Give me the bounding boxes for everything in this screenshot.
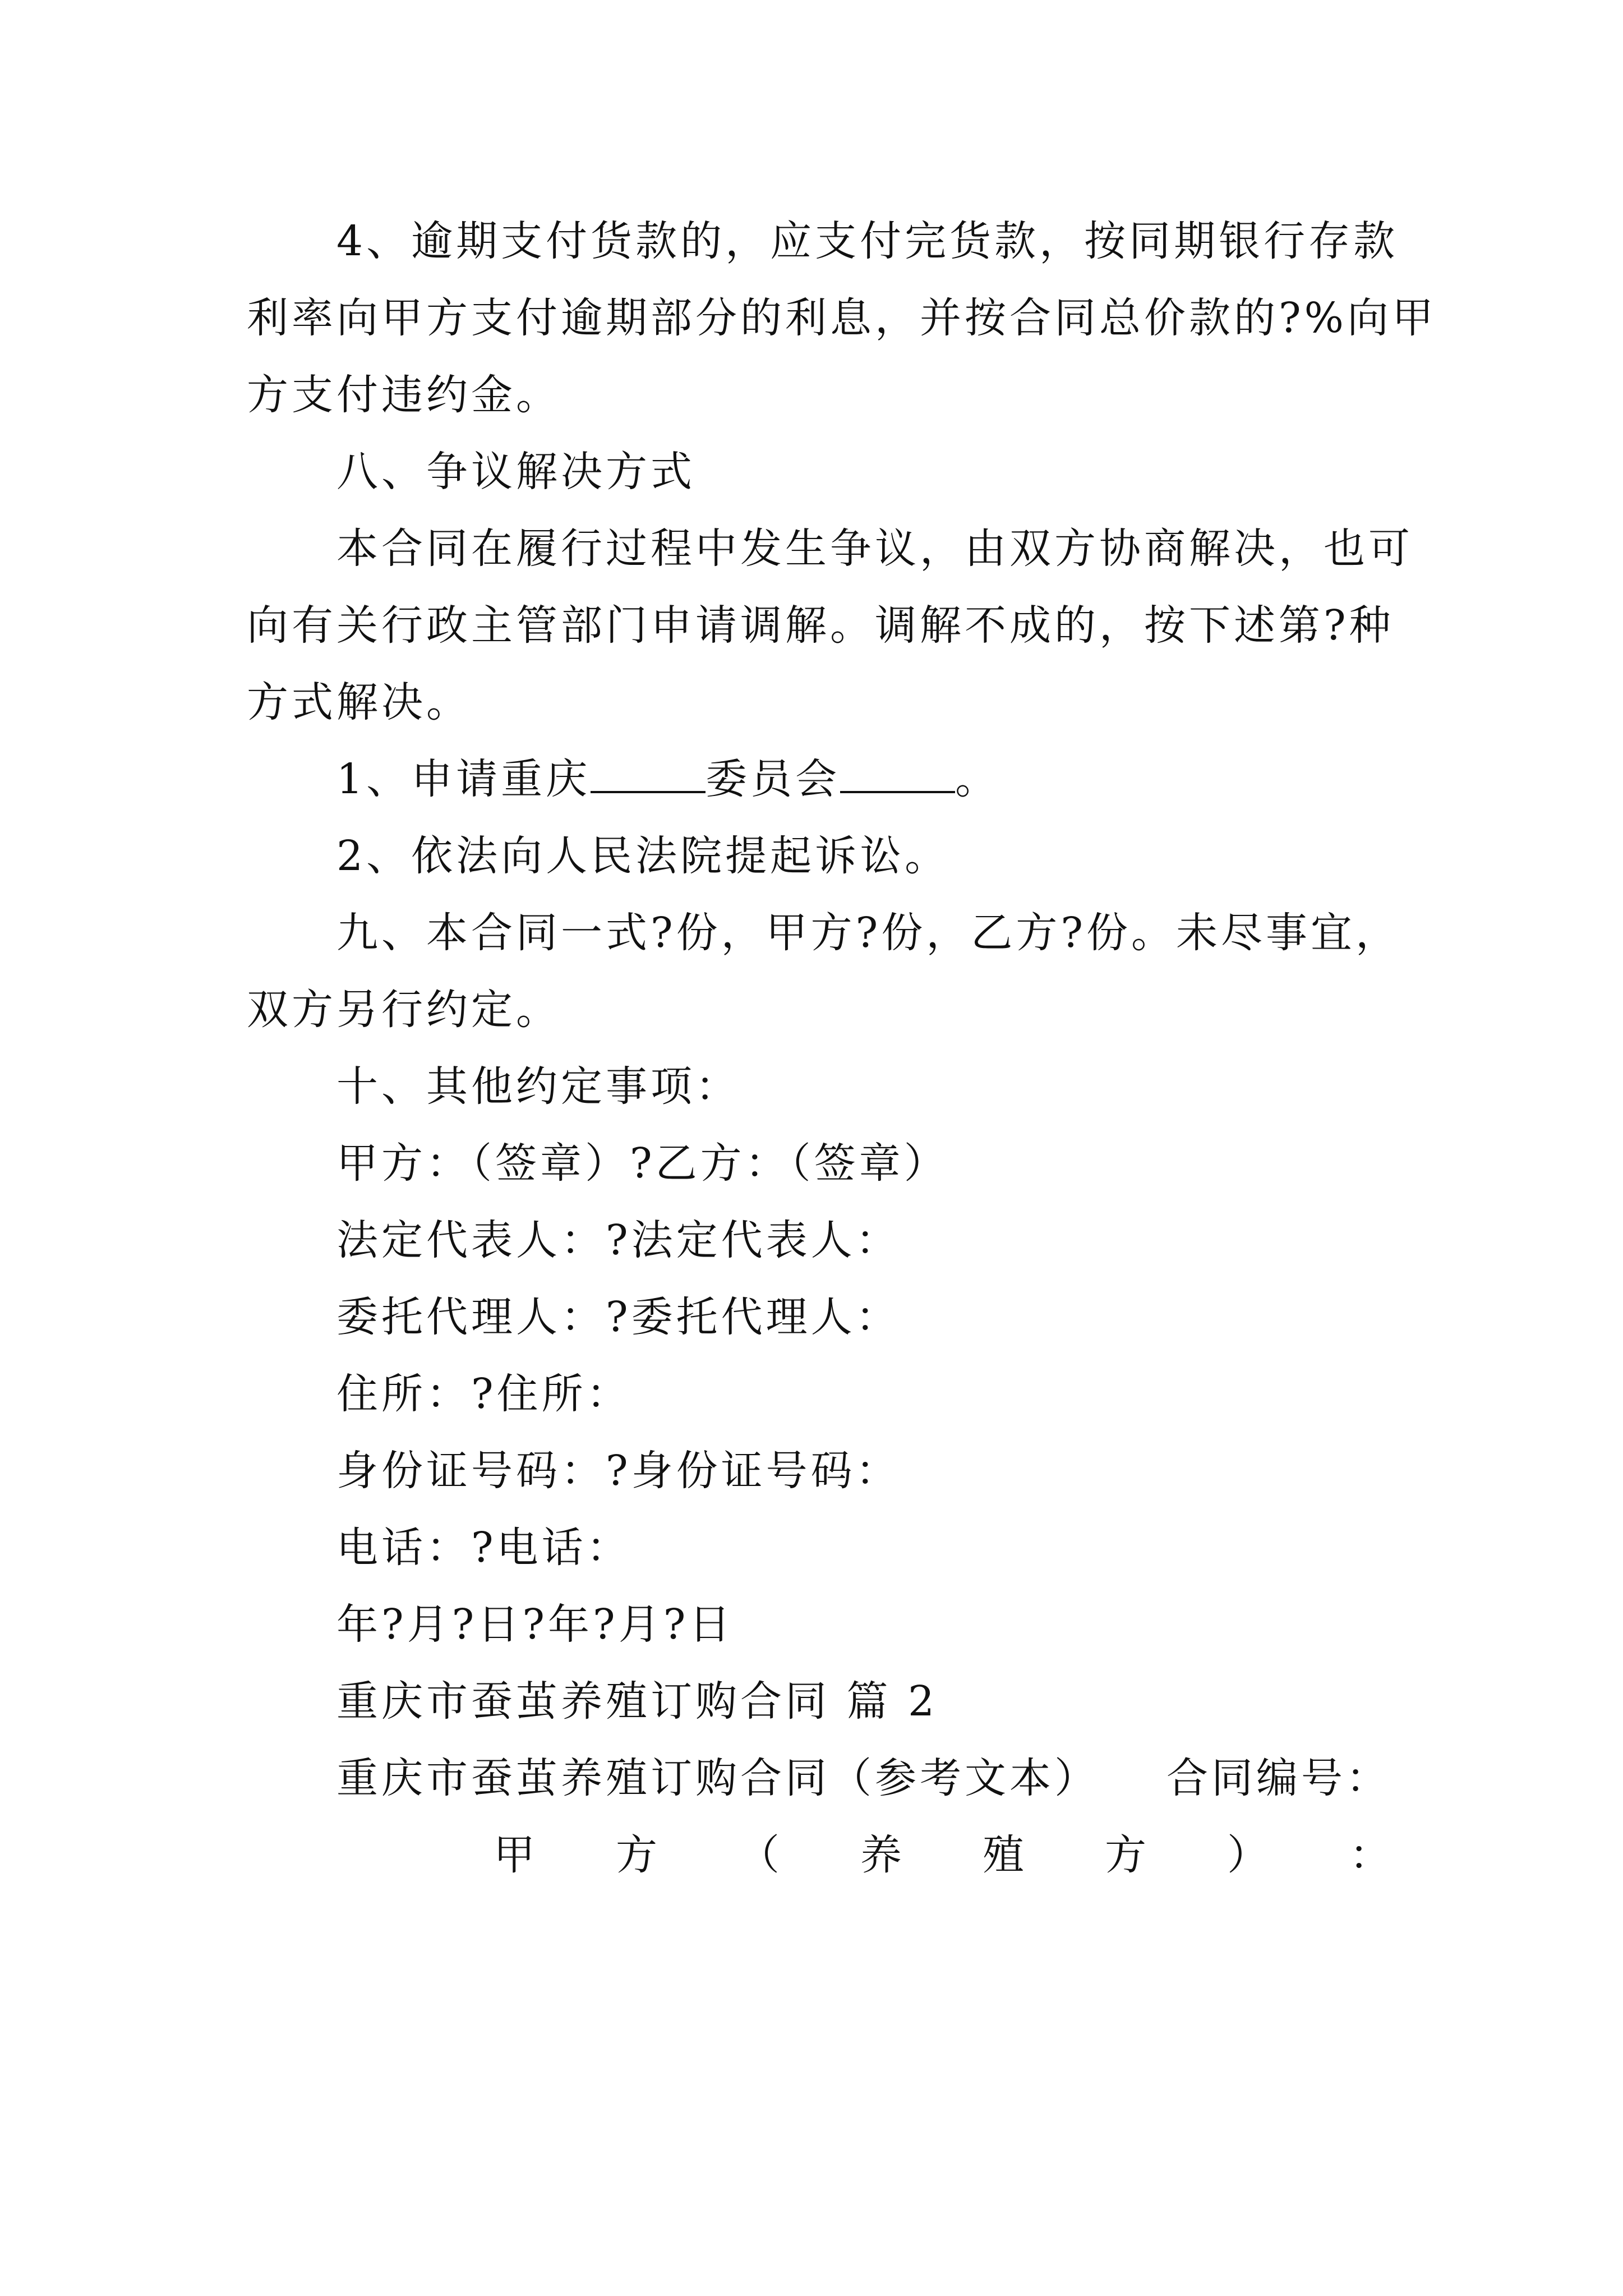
blank-field — [591, 756, 706, 793]
party-a-char: 甲 — [494, 1831, 535, 1879]
document-title: 重庆市蚕茧养殖订购合同 篇 2 — [336, 1677, 938, 1726]
arbitration-middle: 委员会 — [706, 755, 841, 803]
paragraph-line: 双方另行约定。 — [247, 986, 561, 1034]
paragraph-line: 向有关行政主管部门申请调解。调解不成的，按下述第?种 — [247, 601, 1394, 650]
signature-line: 委托代理人：?委托代理人： — [336, 1293, 901, 1341]
blank-field — [840, 756, 955, 793]
paragraph-line: 2、依法向人民法院提起诉讼。 — [336, 832, 950, 880]
party-a-char: 方 — [616, 1831, 657, 1879]
party-a-char: （ — [738, 1831, 780, 1879]
party-a-char: 殖 — [983, 1831, 1024, 1879]
section-heading: 十、其他约定事项： — [336, 1062, 740, 1111]
paragraph-line: 4、逾期支付货款的，应支付完货款，按同期银行存款 — [336, 217, 1399, 265]
signature-line: 身份证号码：?身份证号码： — [336, 1447, 901, 1495]
arbitration-suffix: 。 — [955, 755, 1000, 803]
party-a-char: 养 — [860, 1831, 902, 1879]
signature-line: 法定代表人：?法定代表人： — [336, 1216, 901, 1264]
paragraph-line: 本合同在履行过程中发生争议，由双方协商解决，也可 — [336, 524, 1413, 573]
party-a-line — [494, 1827, 1391, 1883]
section-heading: 八、争议解决方式 — [336, 448, 695, 496]
paragraph-line: 方式解决。 — [247, 678, 471, 726]
contract-number-label: 合同编号： — [1166, 1754, 1391, 1802]
signature-line: 甲方：（签章）?乙方：（签章） — [336, 1139, 949, 1188]
signature-line: 电话：?电话： — [336, 1524, 631, 1572]
party-a-char: ： — [1349, 1831, 1391, 1879]
party-a-char: ） — [1227, 1831, 1269, 1879]
party-a-char: 方 — [1105, 1831, 1146, 1879]
date-line: 年?月?日?年?月?日 — [336, 1600, 734, 1649]
contract-title-line — [336, 1750, 1391, 1806]
paragraph-line: 九、本合同一式?份，甲方?份，乙方?份。未尽事宜， — [336, 909, 1401, 957]
paragraph-line: 利率向甲方支付逾期部分的利息，并按合同总价款的?%向甲 — [247, 294, 1437, 342]
signature-line: 住所：?住所： — [336, 1370, 631, 1418]
paragraph-line: 方支付违约金。 — [247, 371, 561, 419]
arbitration-prefix: 1、申请重庆 — [336, 755, 591, 803]
contract-title: 重庆市蚕茧养殖订购合同（参考文本） — [336, 1754, 1099, 1802]
arbitration-clause — [336, 751, 1481, 807]
